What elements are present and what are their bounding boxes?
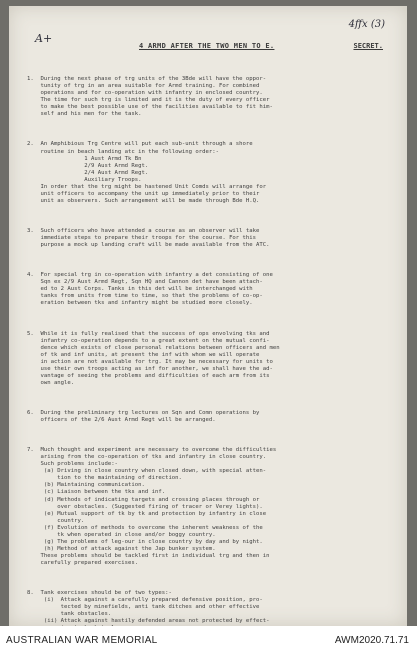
paragraph-2: 2. An Amphibious Trg Centre will put each sub-unit through a shore routine in beach landing atc in the following order:- 1 Aust Armd Tk Bn 2/9 Aust Armd Regt. 2/4 Aust Armd Regt. Auxiliary Troops. In order that the trg might be hastened Unit Comds will arrange for unit officers to accompany the unit up immediately prior to their unit as observers. Such arrangement will be made through Bde H.Q. — [27, 141, 267, 204]
paragraph-4: 4. For special trg in co-operation with infantry a det consisting of one Sqn ex 2/9 Aust Armd Regt, Sqn HQ and Cannon det have been attach- ed to 2 Aust Corps. Tanks in this det will be interchanged with tanks from units from time to time, so that the problems of co-op- eration between tks and infantry might be studied more closely. — [27, 272, 273, 307]
handwritten-reference: 4ffx (3) — [348, 19, 385, 30]
paragraph-1: 1. During the next phase of trg units of the 3Bde will have the oppor- tunity of trg in an area suitable for Armd training. For combined operations and for co-operation with infantry in enclosed country. The time for such trg is limited and it is the duty of every officer to make the best possible use of the facilities available to fit him- self and his men for the task. — [27, 76, 273, 118]
accession-number: AWM2020.71.71 — [334, 635, 409, 646]
paragraph-3: 3. Such officers who have attended a course as an observer will take immediate steps to prepare their troops for the course. For this purpose a mock up landing craft will be made available from the ATC. — [27, 227, 270, 249]
handwritten-mark: A+ — [35, 32, 53, 45]
paragraph-8: 8. Tank exercises should be of two types:- (i) Attack against a carefully prepared defensive position, pro- tected by minefields, anti tank ditches and other effective tank obstacles. (ii) Attack against hastily defended areas not protected by effect- — [27, 590, 270, 625]
paragraph-5: 5. While it is fully realised that the success of ops envolving tks and infantry co-operation depends to a great extent on the mutual confi- dence which exists of close personal relations between officers and men of tk and inf units, at present the inf with whom we will operate in action are not available for trg. It may be necessary for units to use their own troops acting as inf for another, we shall have the ad- vantage of seeing the problems and difficulties of each arm from its own angle. — [27, 330, 280, 386]
document-title: 4 ARMD AFTER THE TWO MEN TO E. — [139, 42, 275, 50]
institution-name: AUSTRALIAN WAR MEMORIAL — [6, 635, 158, 646]
archive-footer — [0, 626, 417, 653]
paragraph-6: 6. During the preliminary trg lectures on Sqn and Comn operations by officers of the 2/6 Aust Armd Regt will be arranged. — [27, 410, 260, 424]
paragraph-7: 7. Much thought and experiment are necessary to overcome the difficulties arising from the co-operation of tks and infantry in close country. Such problems include:- (a) Driving in close country when closed down, with special atten- tion to the maintaining of direction. (b) Maintaining communication. (c) Liaison between the tks and inf. (d) Methods of indicating targets and crossing places through or over obstacles. (Suggested firing of tracer or Verey lights). (e) Mutual support of tk by tk and protection by infantry in close country. (f) Evolution of methods to overcome the inherent weakness of the tk when operated in close and/or boggy country. (g) The problems of leg-our in close country by day and by night. (h) Method of attack against the Jap bunker system. These problems should be tackled first in individual trg and then in carefully prepared exercises. — [27, 447, 277, 566]
document-page — [9, 6, 407, 626]
classification-label: SECRET. — [353, 42, 383, 50]
document-body — [27, 62, 395, 626]
